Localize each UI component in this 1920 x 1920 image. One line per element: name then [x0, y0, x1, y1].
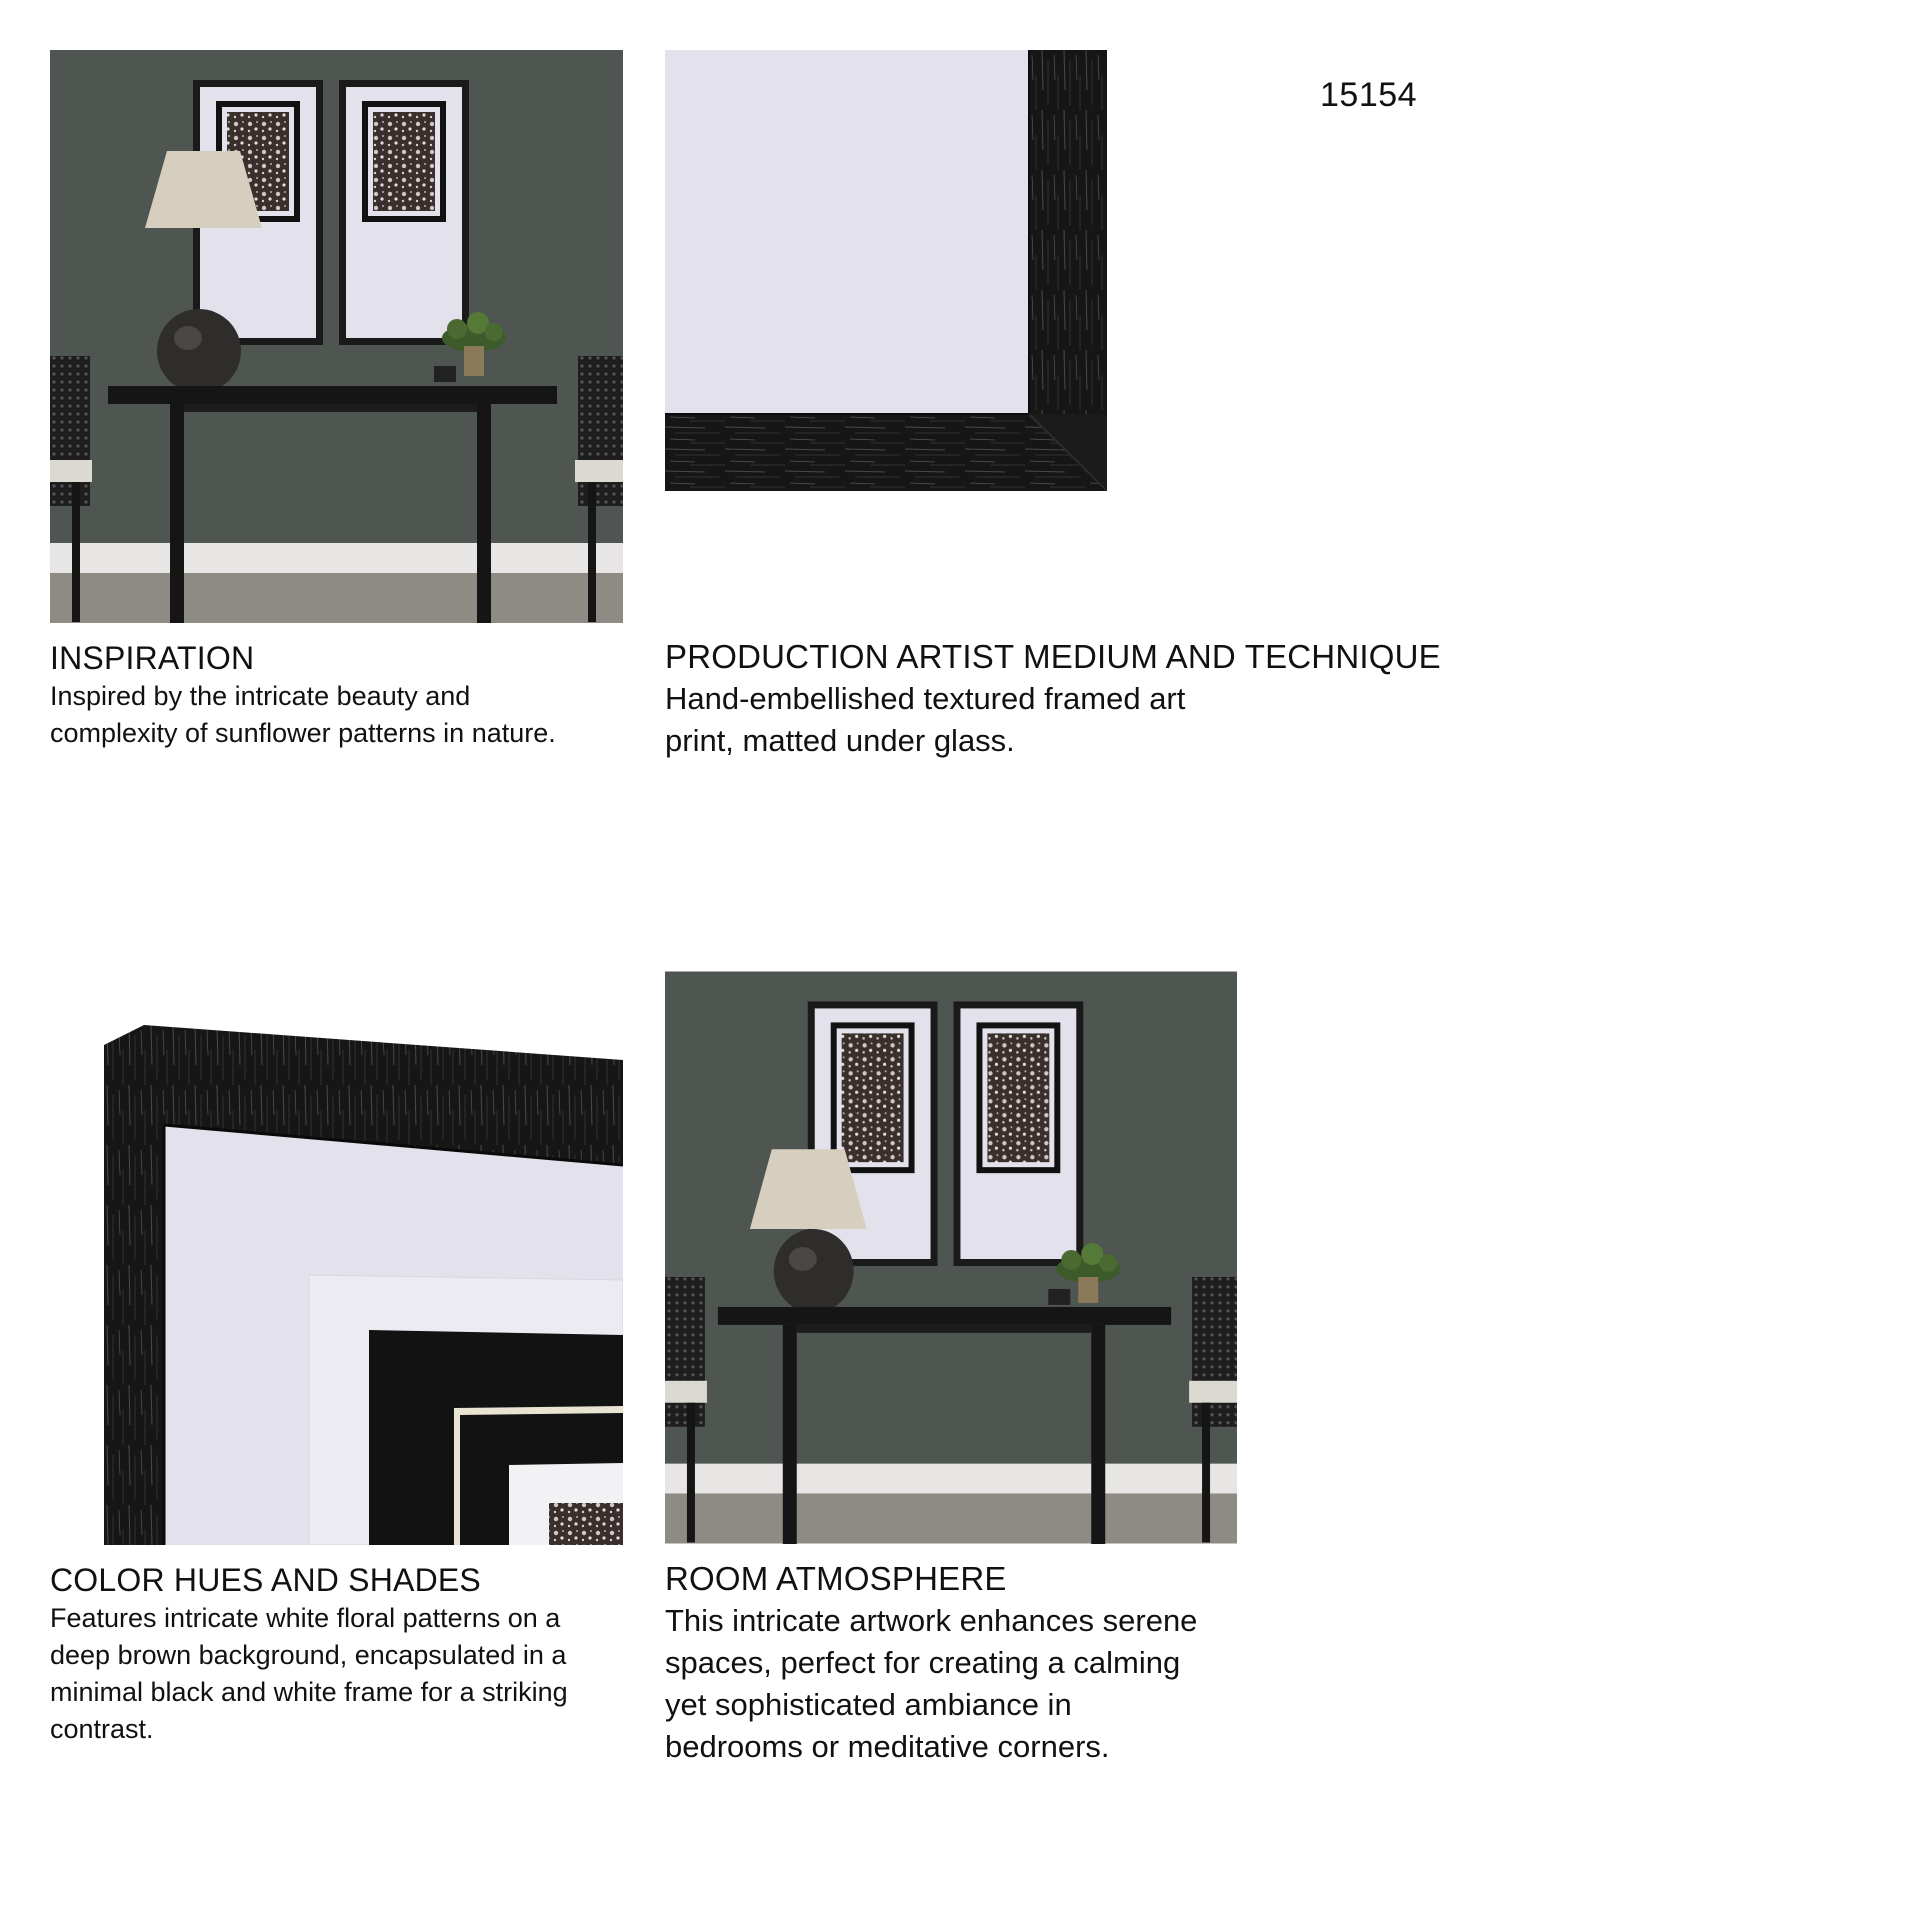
production-text [665, 678, 1365, 762]
color-line: Features intricate white floral patterns on a [50, 1603, 561, 1633]
production-heading: PRODUCTION ARTIST MEDIUM AND TECHNIQUE [665, 638, 1441, 675]
production-line: Hand-embellished textured framed art [665, 681, 1186, 716]
inspiration-line: complexity of sunflower patterns in nature. [50, 718, 556, 748]
product-code: 15154 [1320, 76, 1418, 114]
color-line: minimal black and white frame for a striking [50, 1677, 568, 1707]
room-line: spaces, perfect for creating a calming [665, 1645, 1181, 1680]
room-line: This intricate artwork enhances serene [665, 1603, 1198, 1638]
room-photo-bottom [665, 971, 1237, 1544]
room-text [665, 1600, 1265, 1768]
room-heading: ROOM ATMOSPHERE [665, 1560, 1007, 1597]
inspiration-heading: INSPIRATION [50, 640, 255, 676]
color-line: deep brown background, encapsulated in a [50, 1640, 567, 1670]
room-line: bedrooms or meditative corners. [665, 1729, 1110, 1764]
room-photo-top [50, 50, 623, 623]
inspiration-line: Inspired by the intricate beauty and [50, 681, 471, 711]
frame-corner-photo [665, 50, 1107, 491]
production-line: print, matted under glass. [665, 723, 1015, 758]
frame-closeup-photo [104, 1025, 623, 1545]
inspiration-text [50, 678, 623, 752]
color-line: contrast. [50, 1714, 154, 1744]
color-text [50, 1600, 650, 1748]
color-heading: COLOR HUES AND SHADES [50, 1562, 481, 1598]
room-line: yet sophisticated ambiance in [665, 1687, 1072, 1722]
